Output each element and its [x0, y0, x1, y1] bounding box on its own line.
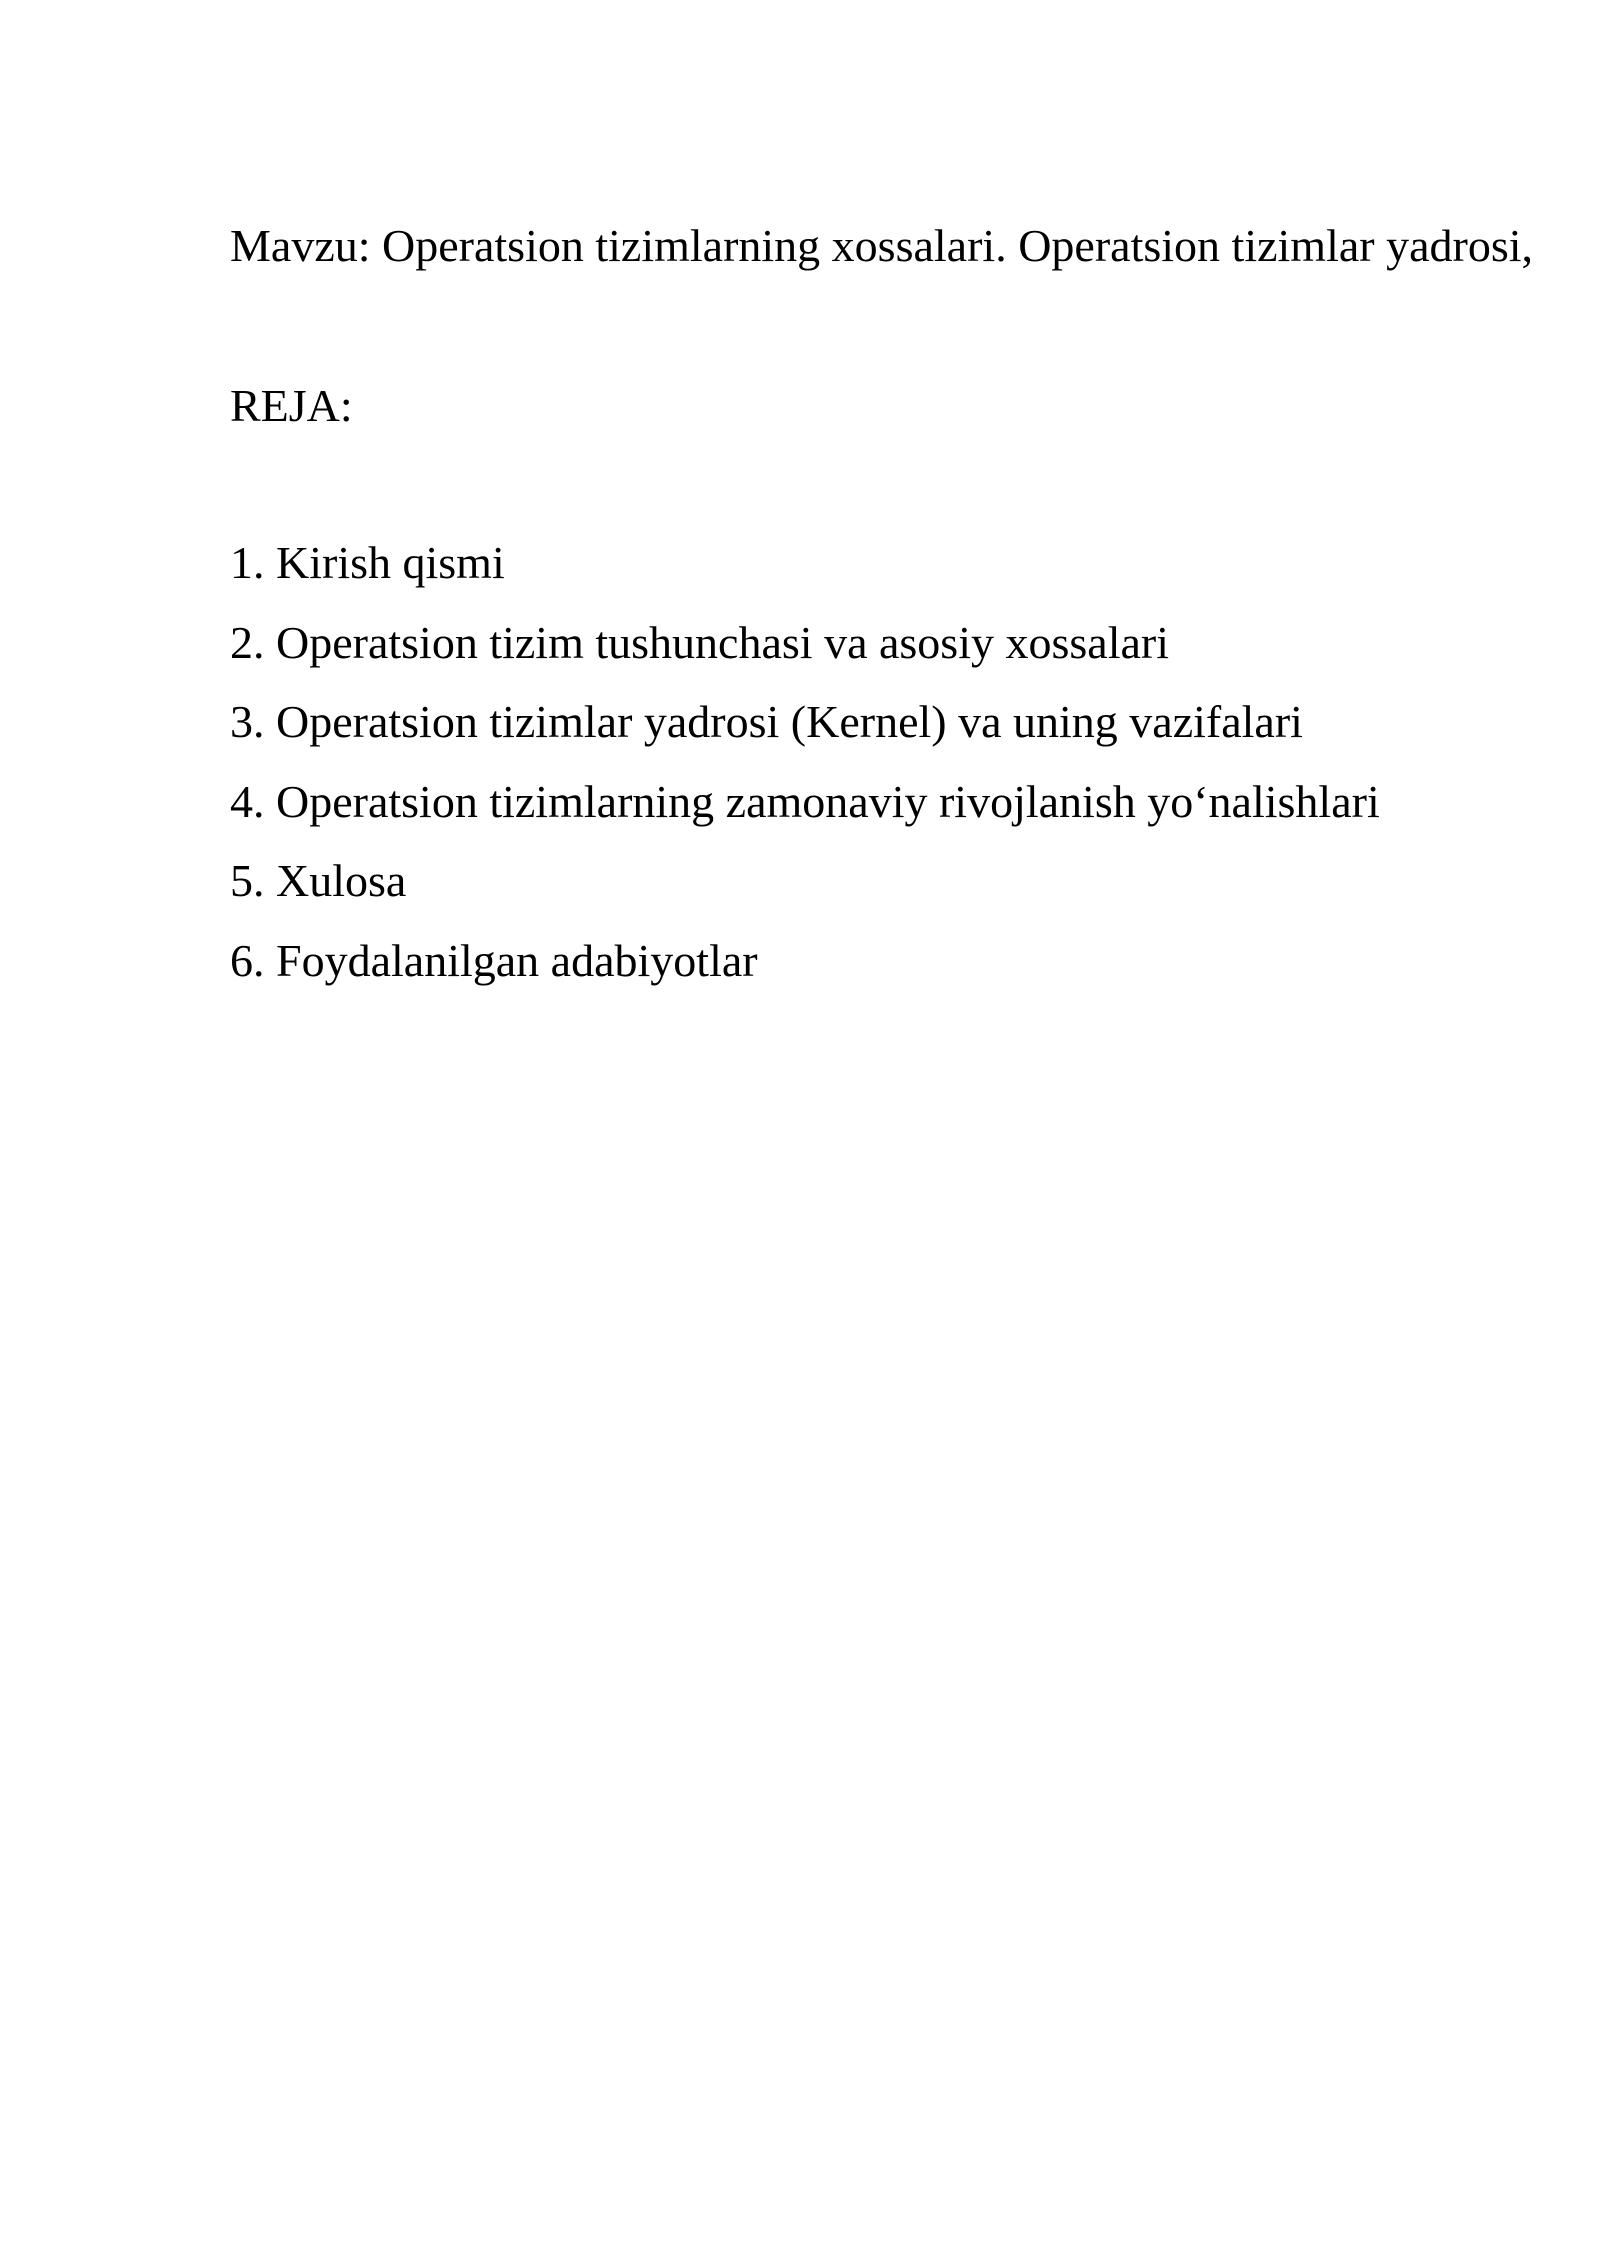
plan-item: 2. Operatsion tizim tushunchasi va asosiy xossalari [230, 616, 1170, 668]
topic-line: Mavzu: Operatsion tizimlarning xossalari. Operatsion tizimlar yadrosi, [230, 220, 1534, 271]
plan-item: 5. Xulosa [230, 855, 407, 906]
plan-item: 4. Operatsion tizimlarning zamonaviy rivojlanish yo‘nalishlari [230, 775, 1380, 827]
plan-list [230, 535, 1380, 1012]
plan-item: 3. Operatsion tizimlar yadrosi (Kernel) va uning vazifalari [230, 696, 1303, 747]
plan-item: 6. Foydalanilgan adabiyotlar [230, 934, 758, 986]
plan-item: 1. Kirish qismi [230, 537, 505, 588]
plan-heading: REJA: [230, 380, 353, 431]
